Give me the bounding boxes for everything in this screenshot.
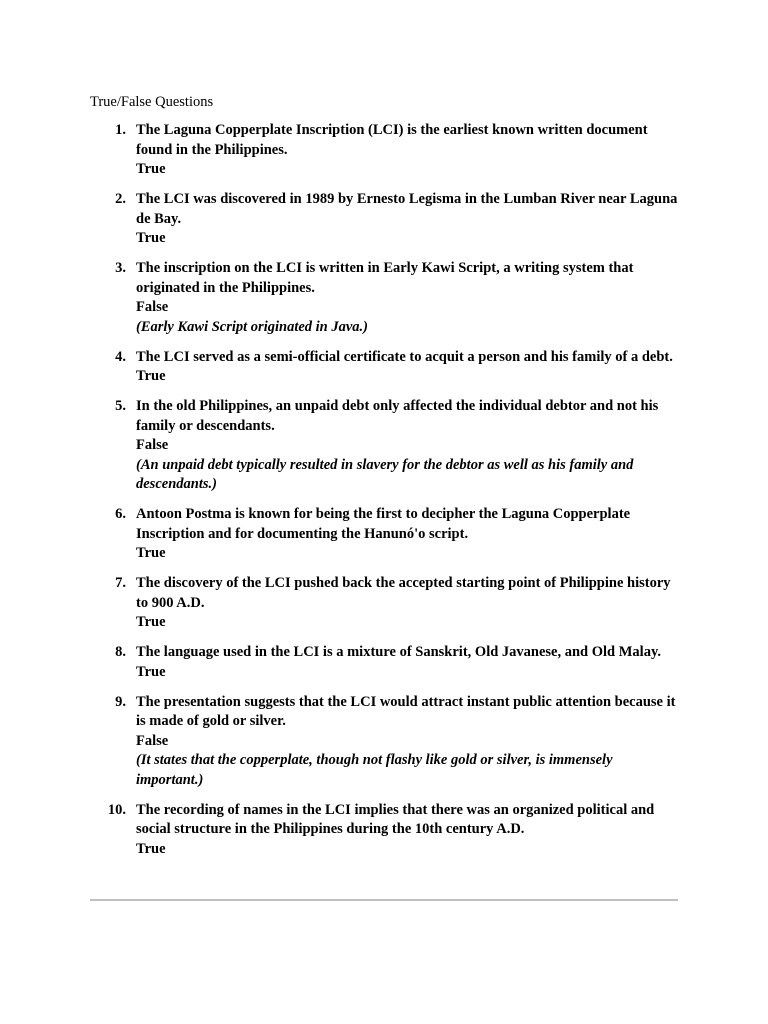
question-number: 2. <box>115 191 126 207</box>
question-item <box>90 505 680 564</box>
question-text: The LCI was discovered in 1989 by Ernesto Legisma in the Lumban River near Laguna de Bay. <box>136 191 678 227</box>
question-note: (Early Kawi Script originated in Java.) <box>136 318 369 335</box>
question-text: The language used in the LCI is a mixture of Sanskrit, Old Javanese, and Old Malay. <box>136 644 662 660</box>
question-item <box>90 574 680 633</box>
question-number: 1. <box>115 122 126 138</box>
question-number: 3. <box>115 260 126 276</box>
horizontal-divider <box>90 899 678 901</box>
question-number: 7. <box>115 575 126 591</box>
question-item <box>90 259 680 337</box>
question-text: The LCI served as a semi-official certificate to acquit a person and his family of a debt. <box>136 348 673 365</box>
question-note: (An unpaid debt typically resulted in slavery for the debtor as well as his family and descendants.) <box>136 456 634 492</box>
question-number: 8. <box>115 644 126 660</box>
question-number: 5. <box>115 398 126 414</box>
question-item <box>90 397 680 495</box>
question-text: The inscription on the LCI is written in Early Kawi Script, a writing system that originated in the Philippines. <box>136 260 634 296</box>
question-number: 4. <box>115 348 126 365</box>
question-answer: True <box>136 545 166 561</box>
page-title: True/False Questions <box>90 94 214 110</box>
question-item <box>90 801 680 860</box>
question-item <box>90 121 680 180</box>
question-text: The Laguna Copperplate Inscription (LCI) is the earliest known written document found in the Philippines. <box>136 122 648 158</box>
question-number: 9. <box>115 693 126 710</box>
question-text: In the old Philippines, an unpaid debt only affected the individual debtor and not his family or descendants. <box>136 398 659 434</box>
question-answer: True <box>136 368 166 384</box>
question-text: The recording of names in the LCI implies that there was an organized political and social structure in the Philippines during the 10th century A.D. <box>136 801 655 837</box>
question-answer: True <box>136 614 166 630</box>
question-answer: True <box>136 230 166 246</box>
question-item <box>90 190 680 249</box>
question-list <box>90 121 680 859</box>
question-item <box>90 348 680 387</box>
question-answer: True <box>136 161 166 177</box>
question-number: 10. <box>107 801 126 818</box>
question-answer: False <box>136 299 169 315</box>
question-answer: True <box>136 840 166 857</box>
question-item <box>90 693 680 791</box>
question-answer: False <box>136 437 169 453</box>
question-answer: False <box>136 732 169 749</box>
question-number: 6. <box>115 506 126 522</box>
question-text: The discovery of the LCI pushed back the accepted starting point of Philippine history to 900 A.D. <box>136 575 671 611</box>
document-page <box>90 93 680 870</box>
question-text: Antoon Postma is known for being the first to decipher the Laguna Copperplate Inscription and for documenting the Hanunó'o script. <box>136 506 631 542</box>
question-answer: True <box>136 663 166 680</box>
question-text: The presentation suggests that the LCI would attract instant public attention because it is made of gold or silver. <box>136 693 676 729</box>
question-note: (It states that the copperplate, though not flashy like gold or silver, is immensely important.) <box>136 752 613 788</box>
question-item <box>90 643 680 682</box>
